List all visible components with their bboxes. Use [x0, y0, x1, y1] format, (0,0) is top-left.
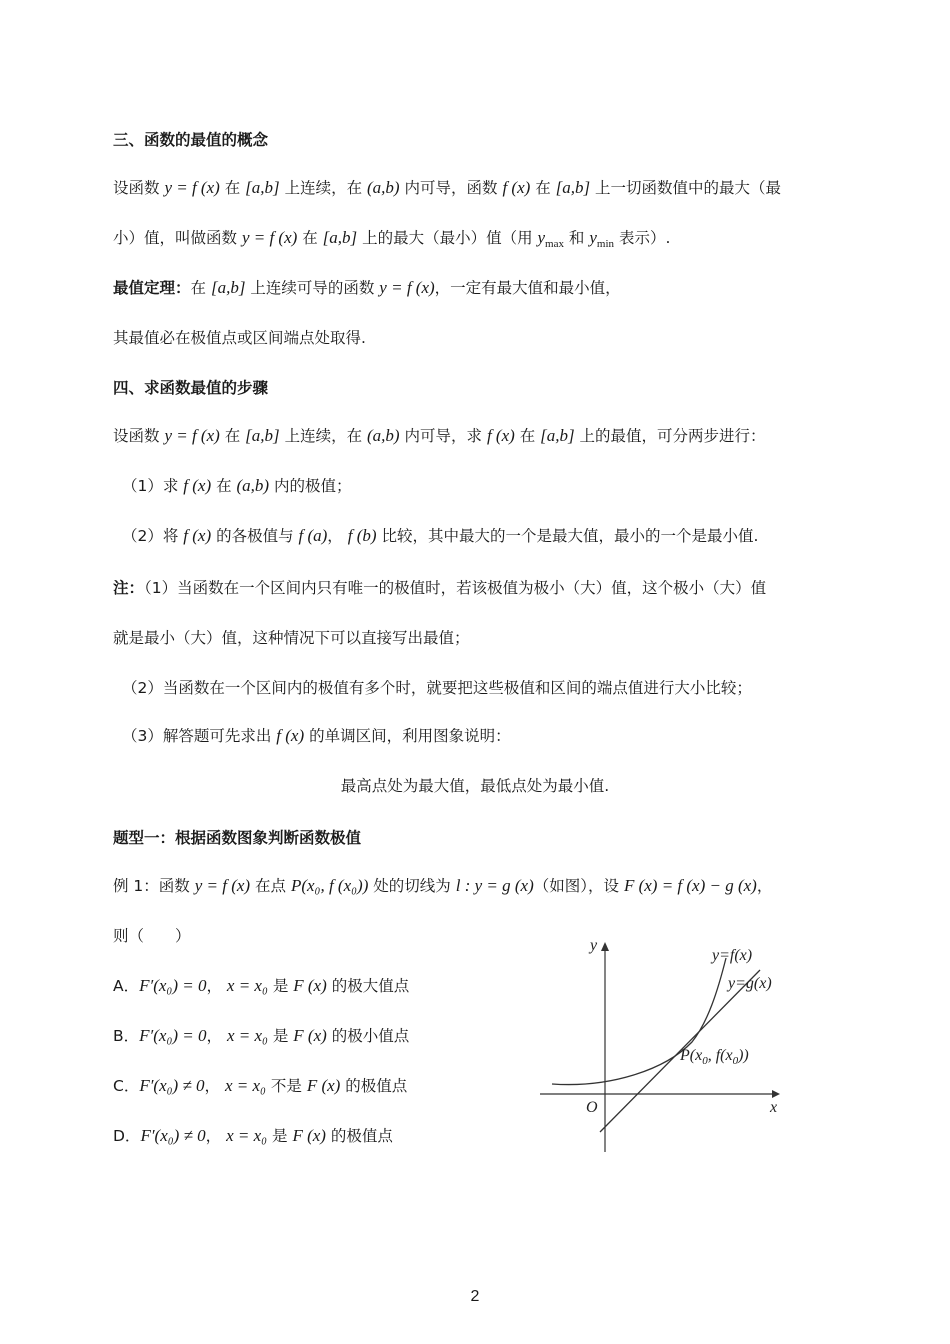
- step-1: [122, 474, 852, 498]
- type1-heading: 题型一：根据函数图象判断函数极值: [113, 829, 362, 847]
- math-expression: y = f (x): [164, 178, 220, 197]
- note-1-continued: 就是最小（大）值，这种情况下可以直接写出最值；: [113, 629, 470, 647]
- text: 上的最大（最小）值（用: [357, 229, 538, 247]
- text: 小）值，叫做函数: [113, 229, 242, 247]
- math-expression: y: [589, 228, 597, 247]
- text: ，一定有最大值和最小值，: [434, 279, 621, 297]
- option-b[interactable]: [113, 1024, 513, 1048]
- text: （3）解答题可先求出: [122, 727, 277, 745]
- text: 上连续，在: [279, 179, 367, 197]
- text: 的单调区间，利用图象说明：: [304, 727, 511, 745]
- text: 设函数: [113, 179, 165, 197]
- math-expression: (a,b): [367, 178, 400, 197]
- text: 的各极值与: [211, 527, 299, 545]
- math-expression: f (x): [183, 526, 212, 545]
- text: （如图），设: [533, 877, 624, 895]
- note-label: 注：: [113, 579, 145, 597]
- math-expression: y = f (x): [194, 876, 251, 895]
- text: ，: [205, 1127, 227, 1145]
- text: 在点: [250, 877, 291, 895]
- text: 上连续，在: [279, 427, 367, 445]
- text: 的极大值点: [326, 977, 410, 995]
- figure-svg: [530, 930, 800, 1160]
- paragraph-steps-intro: [113, 424, 843, 448]
- curve-f: [552, 958, 726, 1085]
- text: ，: [327, 527, 348, 545]
- subscript: min: [596, 238, 615, 251]
- math-expression: F (x): [293, 976, 327, 995]
- option-label: A．: [113, 977, 140, 995]
- option-label: D．: [113, 1127, 141, 1145]
- math-expression: F′(x₀) ≠ 0: [140, 1126, 206, 1145]
- text: 不是: [265, 1077, 307, 1095]
- text: 在: [514, 427, 541, 445]
- math-expression: f (x): [183, 476, 212, 495]
- text: 表示）.: [614, 229, 671, 247]
- note-3: [122, 724, 852, 748]
- text: 设函数: [113, 427, 165, 445]
- option-a[interactable]: [113, 974, 513, 998]
- text: （1）当函数在一个区间内只有唯一的极值时，若该极值为极小（大）值，这个极小（大）值: [144, 579, 767, 597]
- note-2: （2）当函数在一个区间内的极值有多个时，就要把这些极值和区间的端点值进行大小比较；: [122, 679, 752, 697]
- math-expression: f (x): [502, 178, 531, 197]
- theorem-label: 最值定理：: [113, 279, 191, 297]
- paragraph-definition-1: [113, 176, 843, 200]
- x-axis-label: x: [770, 1099, 778, 1116]
- math-expression: F (x): [292, 1126, 326, 1145]
- paragraph-theorem: [113, 276, 843, 300]
- math-expression: (a,b): [236, 476, 270, 495]
- math-expression: F′(x₀) = 0: [139, 1026, 207, 1045]
- text: 在: [190, 279, 211, 297]
- section-heading-3: 三、函数的最值的概念: [113, 131, 269, 149]
- math-expression: [a,b]: [245, 178, 280, 197]
- subscript: max: [545, 238, 564, 251]
- tangent-figure: [530, 930, 800, 1160]
- text: 内可导，函数: [399, 179, 503, 197]
- math-expression: P(x₀, f (x₀)): [290, 876, 369, 895]
- option-label: C．: [113, 1077, 140, 1095]
- math-expression: [a,b]: [555, 178, 591, 197]
- math-expression: F′(x₀) ≠ 0: [139, 1076, 205, 1095]
- text: 的极值点: [340, 1077, 408, 1095]
- text: 的极小值点: [326, 1027, 410, 1045]
- text: 上的最值，可分两步进行：: [574, 427, 766, 445]
- note-1: [113, 576, 843, 600]
- math-expression: f (a): [298, 526, 328, 545]
- option-label: B．: [113, 1027, 140, 1045]
- text: （2）将: [122, 527, 184, 545]
- paragraph-definition-2: [113, 226, 843, 256]
- math-expression: [a,b]: [322, 228, 358, 247]
- example-1-then: 则（ ）: [113, 927, 191, 945]
- math-expression: F′(x₀) = 0: [139, 976, 207, 995]
- point-p-label: $P(x_0$, $f(x_0)$): [680, 1047, 749, 1067]
- math-expression: f (x): [486, 426, 515, 445]
- math-expression: x = x₀: [226, 1026, 268, 1045]
- text: 内可导，求: [399, 427, 487, 445]
- text: 上连续可导的函数: [245, 279, 380, 297]
- math-expression: l : y = g (x): [455, 876, 534, 895]
- math-expression: y = f (x): [164, 426, 220, 445]
- text: 在: [219, 427, 246, 445]
- text: 在: [297, 229, 323, 247]
- math-expression: y = f (x): [379, 278, 435, 297]
- curve-g-label: y=g(x): [728, 975, 772, 992]
- math-expression: x = x₀: [226, 1126, 268, 1145]
- math-expression: (a,b): [367, 426, 400, 445]
- math-expression: x = x₀: [224, 1076, 266, 1095]
- curve-f-label: y=f(x): [712, 947, 753, 964]
- x-axis-arrow: [772, 1090, 780, 1098]
- text: 在: [211, 477, 237, 495]
- text: 和: [564, 229, 590, 247]
- math-expression: y = f (x): [241, 228, 298, 247]
- option-c[interactable]: [113, 1074, 513, 1098]
- text: 是: [267, 977, 294, 995]
- text: 是: [267, 1027, 294, 1045]
- math-expression: F (x) = f (x) − g (x): [623, 876, 757, 895]
- step-2: [122, 524, 852, 548]
- math-expression: [a,b]: [540, 426, 575, 445]
- math-expression: y: [537, 228, 546, 247]
- math-expression: F (x): [306, 1076, 341, 1095]
- example-1-statement: [113, 874, 843, 898]
- text: ，: [206, 977, 227, 995]
- text: 上一切函数值中的最大（最: [590, 179, 782, 197]
- math-expression: [a,b]: [210, 278, 246, 297]
- math-expression: x = x₀: [226, 976, 268, 995]
- note-3-center: 最高点处为最大值，最低点处为最小值.: [340, 777, 610, 795]
- text: ，: [206, 1027, 227, 1045]
- text: 在: [530, 179, 556, 197]
- text: 比较，其中最大的一个是最大值，最小的一个是最小值.: [376, 527, 759, 545]
- section-heading-4: 四、求函数最值的步骤: [113, 379, 269, 397]
- text: 例 1：函数: [113, 877, 195, 895]
- text: 处的切线为: [368, 877, 456, 895]
- y-axis-arrow: [601, 942, 609, 951]
- text: 的极值点: [325, 1127, 393, 1145]
- origin-label: O: [586, 1099, 598, 1116]
- text: ，: [204, 1077, 225, 1095]
- math-expression: [a,b]: [245, 426, 280, 445]
- y-axis-label: y: [590, 937, 598, 954]
- option-d[interactable]: [113, 1124, 513, 1148]
- text: （1）求: [122, 477, 184, 495]
- math-expression: f (x): [276, 726, 305, 745]
- page-number: 2: [470, 1288, 480, 1305]
- paragraph-theorem-2: 其最值必在极值点或区间端点处取得.: [113, 329, 366, 347]
- text: 内的极值；: [269, 477, 352, 495]
- math-expression: f (b): [347, 526, 377, 545]
- math-expression: F (x): [293, 1026, 327, 1045]
- text: 在: [219, 179, 246, 197]
- text: 是: [267, 1127, 293, 1145]
- text: ，: [756, 877, 773, 895]
